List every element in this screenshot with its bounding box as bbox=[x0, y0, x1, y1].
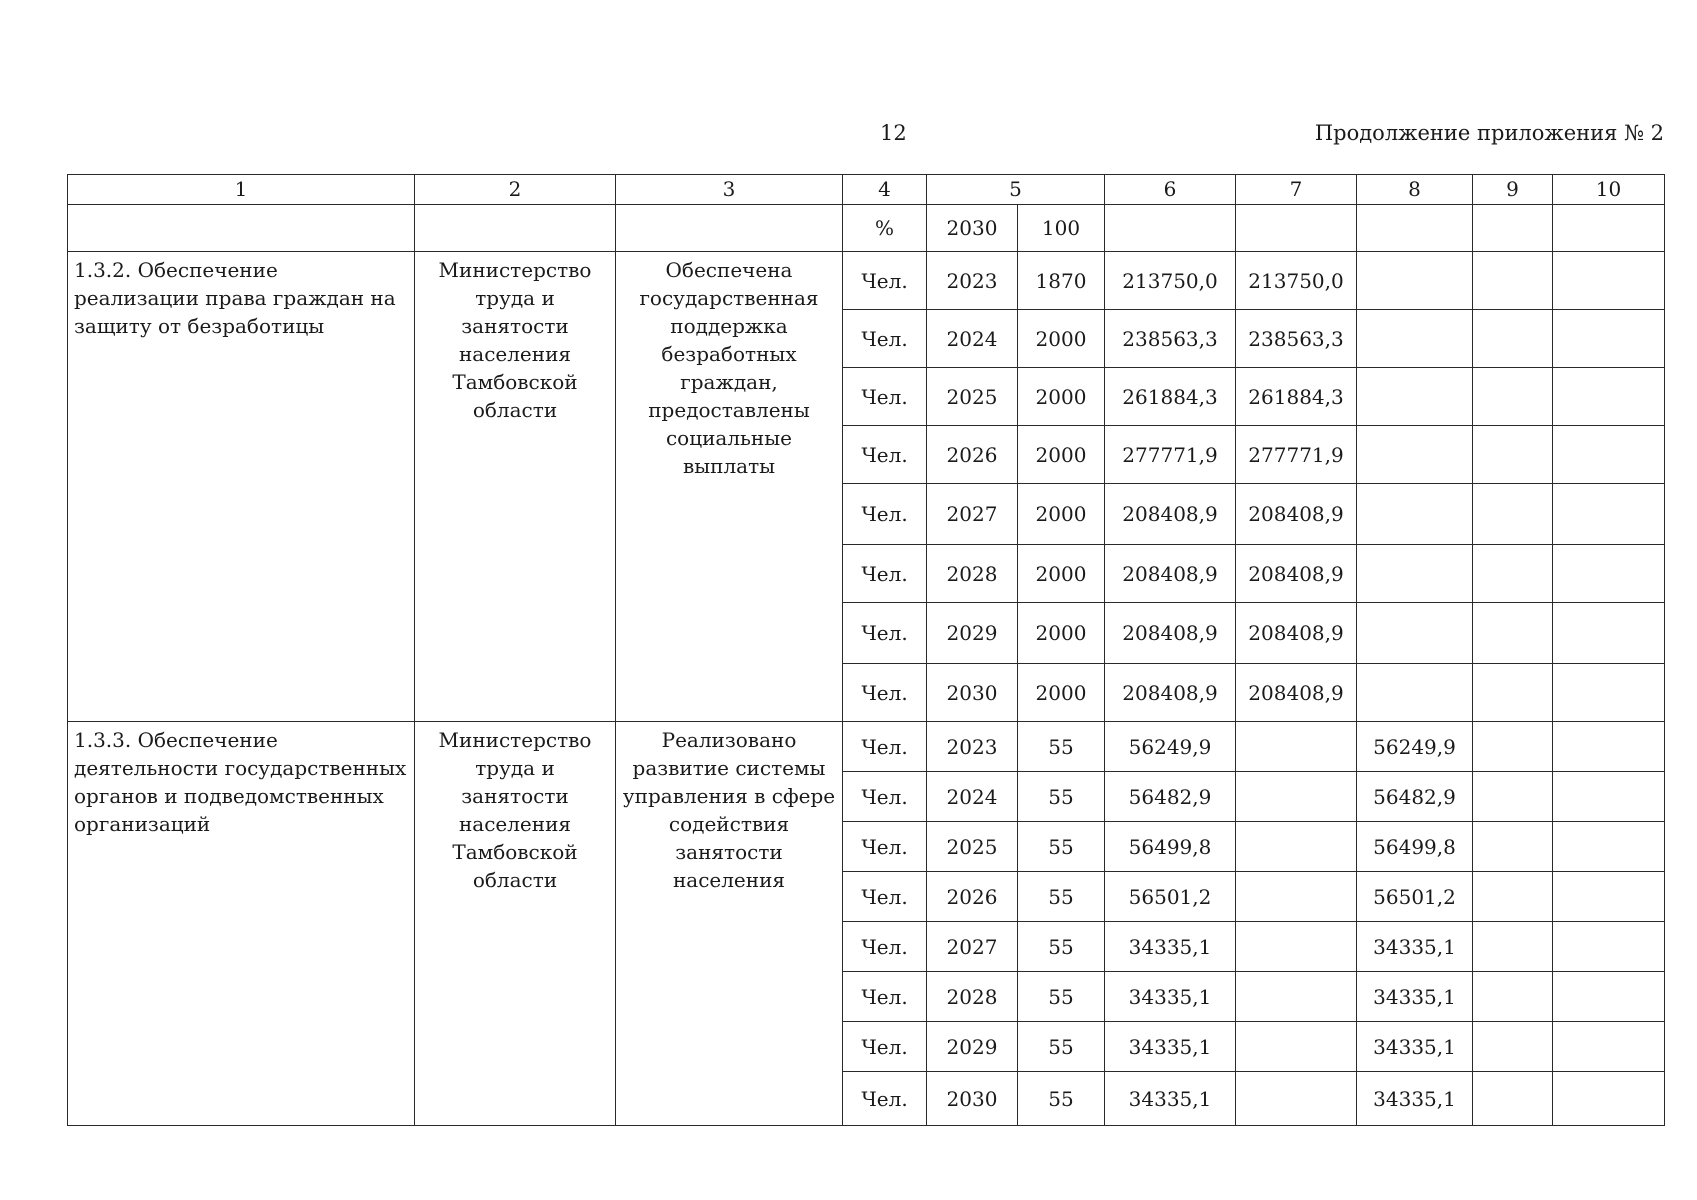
col10-cell bbox=[1553, 484, 1665, 545]
table-row bbox=[68, 252, 1665, 310]
col10-cell bbox=[1553, 922, 1665, 972]
empty-cell bbox=[415, 205, 616, 252]
col10-cell bbox=[1553, 368, 1665, 426]
col9-cell bbox=[1473, 722, 1553, 772]
unit-cell: Чел. bbox=[843, 722, 927, 772]
col6-cell: 34335,1 bbox=[1105, 1022, 1236, 1072]
value-cell: 55 bbox=[1018, 722, 1105, 772]
col8-cell: 56482,9 bbox=[1357, 772, 1473, 822]
unit-cell: Чел. bbox=[843, 484, 927, 545]
unit-cell: Чел. bbox=[843, 664, 927, 722]
col7-cell: 208408,9 bbox=[1236, 603, 1357, 664]
col9-cell bbox=[1473, 664, 1553, 722]
col8-cell: 34335,1 bbox=[1357, 972, 1473, 1022]
column-number-cell: 9 bbox=[1473, 175, 1553, 205]
unit-cell: Чел. bbox=[843, 972, 927, 1022]
year-cell: 2025 bbox=[927, 368, 1018, 426]
unit-cell: Чел. bbox=[843, 603, 927, 664]
col9-cell bbox=[1473, 772, 1553, 822]
column-number-cell: 2 bbox=[415, 175, 616, 205]
col8-cell bbox=[1357, 603, 1473, 664]
value-cell: 2000 bbox=[1018, 310, 1105, 368]
column-number-cell: 6 bbox=[1105, 175, 1236, 205]
value-cell: 2000 bbox=[1018, 603, 1105, 664]
year-cell: 2029 bbox=[927, 1022, 1018, 1072]
col7-cell bbox=[1236, 722, 1357, 772]
value-cell: 55 bbox=[1018, 872, 1105, 922]
value-cell: 55 bbox=[1018, 1072, 1105, 1126]
task-cell: 1.3.2. Обеспечение реализации права граждан на защиту от безработицы bbox=[68, 252, 415, 722]
col8-cell: 56249,9 bbox=[1357, 722, 1473, 772]
column-number-cell: 10 bbox=[1553, 175, 1665, 205]
year-cell: 2024 bbox=[927, 772, 1018, 822]
unit-cell: Чел. bbox=[843, 922, 927, 972]
col10-cell bbox=[1553, 722, 1665, 772]
col6-cell: 56501,2 bbox=[1105, 872, 1236, 922]
table-body bbox=[68, 175, 1665, 1126]
col6-cell: 56482,9 bbox=[1105, 772, 1236, 822]
col6-cell: 34335,1 bbox=[1105, 1072, 1236, 1126]
empty-cell bbox=[1236, 205, 1357, 252]
col10-cell bbox=[1553, 872, 1665, 922]
col8-cell: 56499,8 bbox=[1357, 822, 1473, 872]
column-number-row bbox=[68, 175, 1665, 205]
value-cell: 100 bbox=[1018, 205, 1105, 252]
col6-cell: 238563,3 bbox=[1105, 310, 1236, 368]
col7-cell: 208408,9 bbox=[1236, 664, 1357, 722]
year-cell: 2023 bbox=[927, 252, 1018, 310]
year-cell: 2027 bbox=[927, 922, 1018, 972]
col10-cell bbox=[1553, 1072, 1665, 1126]
col6-cell: 34335,1 bbox=[1105, 922, 1236, 972]
col10-cell bbox=[1553, 664, 1665, 722]
col6-cell: 208408,9 bbox=[1105, 484, 1236, 545]
col8-cell bbox=[1357, 484, 1473, 545]
value-cell: 55 bbox=[1018, 772, 1105, 822]
year-cell: 2029 bbox=[927, 603, 1018, 664]
col9-cell bbox=[1473, 252, 1553, 310]
empty-cell bbox=[1473, 205, 1553, 252]
col7-cell: 261884,3 bbox=[1236, 368, 1357, 426]
col7-cell bbox=[1236, 922, 1357, 972]
empty-cell bbox=[68, 205, 415, 252]
col7-cell: 277771,9 bbox=[1236, 426, 1357, 484]
col9-cell bbox=[1473, 484, 1553, 545]
col9-cell bbox=[1473, 922, 1553, 972]
col10-cell bbox=[1553, 603, 1665, 664]
col7-cell bbox=[1236, 872, 1357, 922]
col8-cell bbox=[1357, 664, 1473, 722]
col7-cell: 238563,3 bbox=[1236, 310, 1357, 368]
year-cell: 2028 bbox=[927, 545, 1018, 603]
col9-cell bbox=[1473, 368, 1553, 426]
col10-cell bbox=[1553, 545, 1665, 603]
col6-cell: 56499,8 bbox=[1105, 822, 1236, 872]
column-number-cell: 1 bbox=[68, 175, 415, 205]
column-number-cell: 4 bbox=[843, 175, 927, 205]
year-cell: 2030 bbox=[927, 1072, 1018, 1126]
col6-cell: 208408,9 bbox=[1105, 664, 1236, 722]
col8-cell bbox=[1357, 252, 1473, 310]
col8-cell bbox=[1357, 310, 1473, 368]
page-number: 12 bbox=[880, 121, 907, 145]
data-table bbox=[67, 174, 1665, 1126]
executor-cell: Министерство труда и занятости населения Тамбовской области bbox=[415, 252, 616, 722]
col9-cell bbox=[1473, 1022, 1553, 1072]
unit-cell: Чел. bbox=[843, 252, 927, 310]
value-cell: 55 bbox=[1018, 822, 1105, 872]
col7-cell: 213750,0 bbox=[1236, 252, 1357, 310]
col9-cell bbox=[1473, 426, 1553, 484]
col7-cell bbox=[1236, 772, 1357, 822]
year-cell: 2023 bbox=[927, 722, 1018, 772]
column-number-cell: 5 bbox=[927, 175, 1105, 205]
unit-cell: Чел. bbox=[843, 1022, 927, 1072]
col6-cell: 213750,0 bbox=[1105, 252, 1236, 310]
empty-cell bbox=[1357, 205, 1473, 252]
executor-cell: Министерство труда и занятости населения Тамбовской области bbox=[415, 722, 616, 1126]
year-cell: 2030 bbox=[927, 664, 1018, 722]
year-cell: 2028 bbox=[927, 972, 1018, 1022]
value-cell: 55 bbox=[1018, 972, 1105, 1022]
col9-cell bbox=[1473, 822, 1553, 872]
col10-cell bbox=[1553, 972, 1665, 1022]
value-cell: 2000 bbox=[1018, 664, 1105, 722]
col8-cell bbox=[1357, 426, 1473, 484]
col6-cell: 208408,9 bbox=[1105, 603, 1236, 664]
col7-cell: 208408,9 bbox=[1236, 484, 1357, 545]
unit-cell: % bbox=[843, 205, 927, 252]
col7-cell bbox=[1236, 822, 1357, 872]
unit-cell: Чел. bbox=[843, 545, 927, 603]
year-cell: 2027 bbox=[927, 484, 1018, 545]
empty-cell bbox=[616, 205, 843, 252]
column-number-cell: 3 bbox=[616, 175, 843, 205]
col10-cell bbox=[1553, 310, 1665, 368]
col10-cell bbox=[1553, 426, 1665, 484]
empty-cell bbox=[1553, 205, 1665, 252]
col10-cell bbox=[1553, 772, 1665, 822]
column-number-cell: 8 bbox=[1357, 175, 1473, 205]
unit-cell: Чел. bbox=[843, 1072, 927, 1126]
col8-cell: 34335,1 bbox=[1357, 1072, 1473, 1126]
result-cell: Обеспечена государственная поддержка безработных граждан, предоставлены социальные выплаты bbox=[616, 252, 843, 722]
result-cell: Реализовано развитие системы управления в сфере содействия занятости населения bbox=[616, 722, 843, 1126]
col8-cell: 34335,1 bbox=[1357, 1022, 1473, 1072]
col8-cell bbox=[1357, 368, 1473, 426]
col6-cell: 261884,3 bbox=[1105, 368, 1236, 426]
empty-cell bbox=[1105, 205, 1236, 252]
col7-cell bbox=[1236, 1072, 1357, 1126]
unit-cell: Чел. bbox=[843, 872, 927, 922]
col7-cell: 208408,9 bbox=[1236, 545, 1357, 603]
task-cell: 1.3.3. Обеспечение деятельности государственных органов и подведомственных организаций bbox=[68, 722, 415, 1126]
unit-cell: Чел. bbox=[843, 368, 927, 426]
col6-cell: 208408,9 bbox=[1105, 545, 1236, 603]
col10-cell bbox=[1553, 822, 1665, 872]
unit-cell: Чел. bbox=[843, 822, 927, 872]
unit-cell: Чел. bbox=[843, 772, 927, 822]
value-cell: 2000 bbox=[1018, 484, 1105, 545]
value-cell: 2000 bbox=[1018, 545, 1105, 603]
value-cell: 55 bbox=[1018, 1022, 1105, 1072]
value-cell: 1870 bbox=[1018, 252, 1105, 310]
col6-cell: 34335,1 bbox=[1105, 972, 1236, 1022]
col8-cell: 34335,1 bbox=[1357, 922, 1473, 972]
col6-cell: 56249,9 bbox=[1105, 722, 1236, 772]
table-row bbox=[68, 722, 1665, 772]
column-number-cell: 7 bbox=[1236, 175, 1357, 205]
col9-cell bbox=[1473, 972, 1553, 1022]
year-cell: 2024 bbox=[927, 310, 1018, 368]
col10-cell bbox=[1553, 252, 1665, 310]
unit-cell: Чел. bbox=[843, 426, 927, 484]
year-cell: 2026 bbox=[927, 872, 1018, 922]
year-cell: 2026 bbox=[927, 426, 1018, 484]
col6-cell: 277771,9 bbox=[1105, 426, 1236, 484]
col9-cell bbox=[1473, 872, 1553, 922]
col7-cell bbox=[1236, 1022, 1357, 1072]
unit-cell: Чел. bbox=[843, 310, 927, 368]
col9-cell bbox=[1473, 603, 1553, 664]
value-cell: 55 bbox=[1018, 922, 1105, 972]
col9-cell bbox=[1473, 545, 1553, 603]
continuation-row bbox=[68, 205, 1665, 252]
year-cell: 2025 bbox=[927, 822, 1018, 872]
appendix-note: Продолжение приложения № 2 bbox=[1314, 121, 1664, 145]
value-cell: 2000 bbox=[1018, 368, 1105, 426]
year-cell: 2030 bbox=[927, 205, 1018, 252]
col9-cell bbox=[1473, 1072, 1553, 1126]
value-cell: 2000 bbox=[1018, 426, 1105, 484]
col8-cell: 56501,2 bbox=[1357, 872, 1473, 922]
col7-cell bbox=[1236, 972, 1357, 1022]
col10-cell bbox=[1553, 1022, 1665, 1072]
col8-cell bbox=[1357, 545, 1473, 603]
col9-cell bbox=[1473, 310, 1553, 368]
